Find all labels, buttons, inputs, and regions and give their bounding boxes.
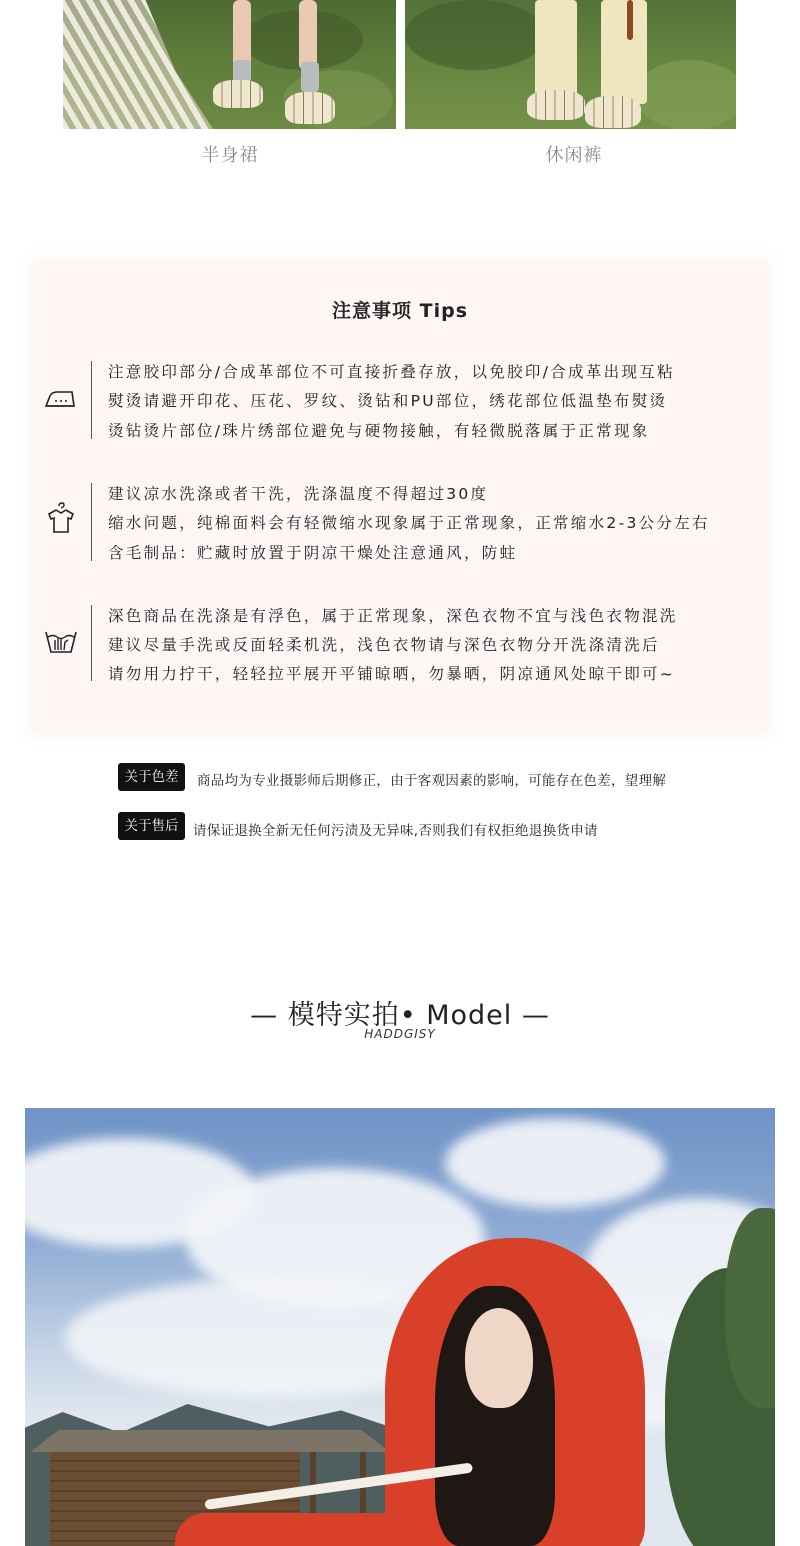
woven-chair [63,0,213,129]
iron-icon [44,382,78,416]
tip-divider [91,605,92,681]
tip-line: 请勿用力拧干，轻轻拉平展开平铺晾晒，勿暴晒，阴凉通风处晾干即可~ [108,665,676,683]
model-photo [25,1108,775,1546]
hand-wash-icon [44,624,78,658]
tip-divider [91,361,92,439]
skirt-caption: 半身裙 [201,145,259,166]
tip-line: 熨烫请避开印花、压花、罗纹、烫钻和PU部位，绣花部位低温垫布熨烫 [108,392,668,410]
tip-divider [91,483,92,561]
tip-line: 缩水问题，纯棉面料会有轻微缩水现象属于正常现象，正常缩水2-3公分左右 [108,514,710,532]
tip-line: 建议尽量手洗或反面轻柔机洗，浅色衣物请与深色衣物分开洗涤清洗后 [108,636,660,654]
pants-outfit-photo [405,0,736,129]
tip-line: 含毛制品：贮藏时放置于阴凉干燥处注意通风，防蛀 [108,544,518,562]
pants-caption: 休闲裤 [545,145,603,166]
after-sales-text: 请保证退换全新无任何污渍及无异味,否则我们有权拒绝退换货申请 [193,823,598,839]
skirt-outfit-photo [63,0,396,129]
model-section-heading: — 模特实拍• Model — [250,1000,550,1031]
tip-line: 注意胶印部分/合成革部位不可直接折叠存放，以免胶印/合成革出现互粘 [108,363,675,381]
brand-subheading: HADDGISY [364,1027,436,1041]
tips-title: 注意事项 Tips [332,300,468,322]
tip-line: 深色商品在洗涤是有浮色，属于正常现象，深色衣物不宜与浅色衣物混洗 [108,607,678,625]
color-difference-tag: 关于色差 [118,763,185,791]
tip-line: 烫钻烫片部位/珠片绣部位避免与硬物接触，有轻微脱落属于正常现象 [108,422,650,440]
tip-line: 建议凉水洗涤或者干洗，洗涤温度不得超过30度 [108,485,489,503]
shirt-hanger-icon [44,502,78,536]
color-difference-text: 商品均为专业摄影师后期修正，由于客观因素的影响，可能存在色差，望理解 [197,773,667,789]
after-sales-tag: 关于售后 [118,812,185,840]
